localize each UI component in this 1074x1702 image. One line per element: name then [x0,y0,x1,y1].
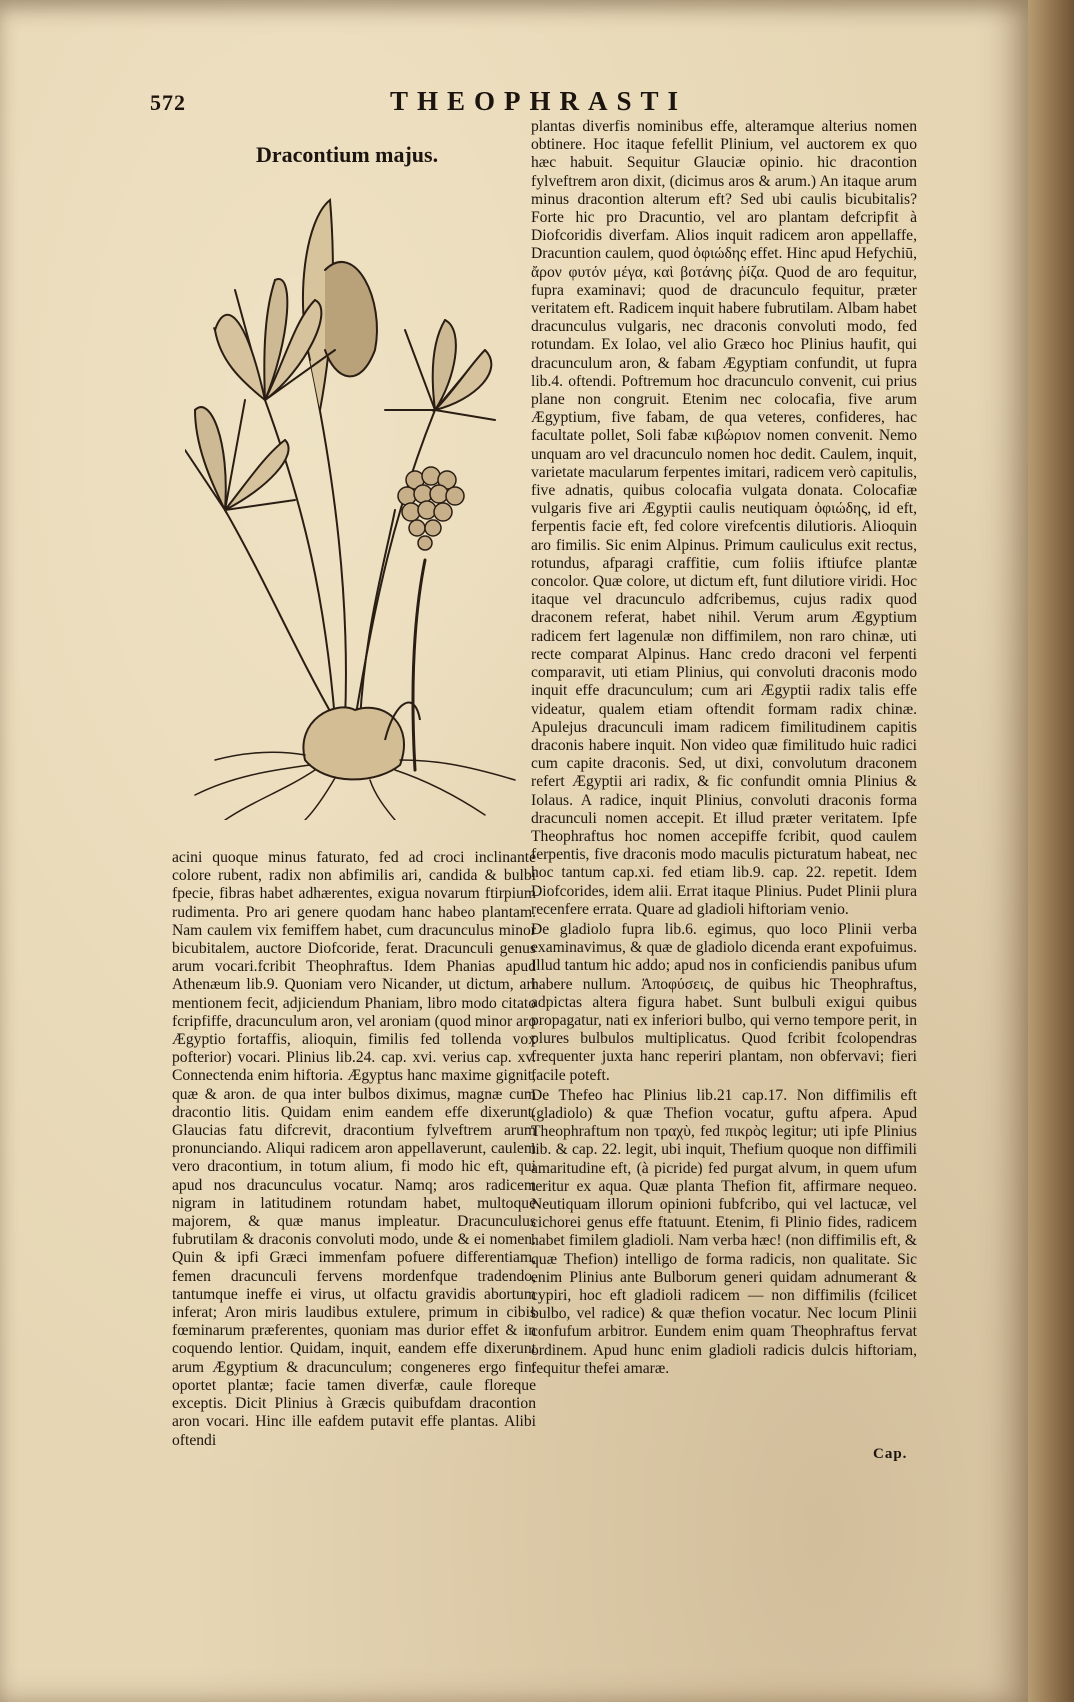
paragraph: plantas diverfis nominibus effe, alteramque alterius nomen obtinere. Hoc itaque fefellit Plinium, vel auctorem ex quo hæc habuit. Sequitur Glauciæ opinio. hic dracontion fylveftrem aron dixit, (dicimus aros & arum.) An itaque arum minus dracontion alterum eft? Sed ubi caulis bicubitalis? Forte hic pro Dracuntio, vel aro plantam defcripfit à Diofcoridis diverfam. Alios inquit radicem aron appellaffe, Dracuntion caulem, quod ὀφιώδης effet. Hinc apud Hefychiū, ἄρον φυτόν μέγα, καὶ βοτάνης ῥίζα. Quod de aro fequitur, fupra examinavi; quod de dracunculo fequitur, præter veritatem eft. Radicem inquit habere fubrutilam. Albam habet dracunculus vulgaris, nec draconis convoluti modo, fed rotundam. Ex Iolao, vel alio Græco hoc Plinius haufit, qui dracunculum aron, & fabam Ægyptiam confundit, ut fupra lib.4. oftendi. Poftremum hoc dracunculo convenit, cui prius plane non congruit. Etenim nec colocafia, five arum Ægyptium, five fabam, de qua veteres, confideres, hac facultate pollet, Soli fabæ κιβώριον nomen convenit. Nemo unquam aro vel dracunculo nomen hoc dedit. Caulem, inquit, varietate macularum ferpentes imitari, radicem verò capitulis, five adnatis, quibus colocafia vulgata donata. Colocafiæ vulgaris five ari Ægyptii caulis neutiquam ὀφιώδης, id eft, ferpentis facie eft, fed colore virefcentis dilutioris. Alioquin aro fimilis. Sic enim Alpinus. Primum cauliculus exit rectus, rotundus, afparagi craffitie, cum foliis iftiufce plantæ concolor. Quæ colore, ut dictum eft, funt dilutiore viridi. Hoc itaque vel dracunculo adfcribemus, cujus radix quod draconem referat, habet nihil. Verum arum Ægyptium radicem fert lagenulæ non diffimilem, non raro chinæ, uti recte comparat Alpinus. Hanc credo draconi vel ferpenti comparavit, uti etiam Plinius, qui convoluti draconis modo inquit effe dracunculum; cum ari Ægyptii radix talis effe videatur, qualem etiam oftendit formam radix chinæ. Apulejus dracunculi imam radicem fimilitudinem capitis draconis habere inquit. Non video quæ fimilitudo huic radici cum capite draconis. Sed, ut dixi, convolutum draconem refert Ægyptii ari radix, & fic confundit omnia Plinius & Iolaus. A radice, inquit Plinius, convoluti draconis forma dracunculi nomen accepit. Et illud præter veritatem. Ipfe Theophraftus hoc nomen accepiffe fcribit, quod caulem ferpentis, five draconis modo maculis picturatum habeat, nec hoc tantum cap.xi. fed etiam lib.9. cap. 22. repetit. Idem Diofcorides, idem alii. Errat itaque Plinius. Pudet Plinii plura recenfere errata. Quare ad gladioli hiftoriam venio. [531,118,917,918]
page-number: 572 [150,90,186,115]
plant-woodcut-illustration [185,180,525,820]
figure-title: Dracontium majus. [256,142,439,167]
paragraph: acini quoque minus faturato, fed ad croci inclinante colore rubent, radix non abfimilis ari, candida & bulbi fpecie, fibras habet adhærentes, exigua novarum ftirpium rudimenta. Pro ari genere quodam hanc habeo plantam. Nam caulem vix femiffem habet, cum dracunculus minor bicubitalem, auctore Diofcoride, ferat. Dracunculi genus arum vocari.fcribit Theophraftus. Idem Phanias apud Athenæum lib.9. Quoniam vero Nicander, ut dictum, ari mentionem fecit, adjiciendum Phaniam, libro modo citato fcripfiffe, dracunculum aron, vel aroniam (quod minor aro Ægyptio fortaffis, alioquin, fimilis fed tollenda vox pofterior) vocari. Plinius lib.24. cap. xvi. verius cap. xv. Connectenda enim hiftoria. Ægyptus hanc maxime gignit, quæ & aron. de qua inter bulbos diximus, magnæ cum dracontio litis. Quidam enim eandem effe dixerunt. Glaucias fatu difcrevit, dracontium fylveftrem arum pronunciando. Aliqui radicem aron appellaverunt, caulem vero dracontium, in totum alium, fi modo hic eft, qui apud nos dracunculus vocatur. Namq; aros radicem nigram in latitudinem rotundam habet, multoque majorem, & quæ manus impleatur. Dracunculus fubrutilam & draconis convoluti modo, unde & ei nomen. Quin & ipfi Græci immenfam pofuere differentiam, femen dracunculi fervens mordenfque tradendo, tantumque ineffe ei virus, ut olfactu gravidis abortum inferat; Aron miris laudibus extulere, primum in cibis fœminarum præferentes, quoniam mas durior effet & in coquendo lentior. Quidam, inquit, eandem effe dixerunt arum Ægyptium & dracunculum; congeneres ergo fint oportet plantæ; facie tamen diverfæ, caule floreque exceptis. Dicit Plinius à Græcis quibufdam dracontion aron vocari. Hinc ille eafdem putavit effe plantas. Alibi oftendi [172,849,536,1449]
catchword: Cap. [873,1446,908,1462]
paragraph: De Thefeo hac Plinius lib.21 cap.17. Non diffimilis eft (gladiolo) & quæ Thefion vocatur, guftu afpera. Apud Theophraftum non τραχὺ, fed πικρὸς legitur; uti ipfe Plinius lib. & cap. 22. legit, ubi inquit, Thefium quoque non diffimili amaritudine eft, (à picride) fed purgat alvum, in quem ufum teritur ex aqua. Quæ planta Thefion fit, affirmare nequeo. Neutiquam illorum opinioni fubfcribo, qui vel lactucæ, vel cichorei genus effe ftatuunt. Etenim, fi Plinio fides, radicem habet fimilem gladioli. Nam verba hæc! (non diffimilis eft, & quæ Thefion) intelligo de forma radicis, non qualitate. Sic enim Plinius ante Bulborum generi quidam adnumerant & cypiri, hoc eft gladioli radicem — non diffimilis (fcilicet bulbo, vel radice) & quæ thefion vocatur. Nec locum Plinii confufum arbitror. Eundem enim quam Theophraftus fervat ordinem. Apud hunc enim gladioli radicis dulcis hiftoriam, fequitur thefei amaræ. [531,1086,917,1377]
paragraph: De gladiolo fupra lib.6. egimus, quo loco Plinii verba examinavimus, & quæ de gladiolo dicenda erant expofuimus. Illud tantum hic addo; apud nos in conficiendis panibus ufum habere nullum. Ἀποφύσεις, de quibus hic Theophraftus, adpictas altera figura habet. Sunt bulbuli exigui quibus propagatur, nati ex inferiori bulbo, qui verno tempore perit, in plures bulbulos multiplicatus. Quod fcribit fcolopendras frequenter juxta hanc reperiri plantam, non obfervavi; fieri facile poteft. [531,920,917,1084]
next-page-edge [1028,0,1074,1702]
right-text-column [531,118,917,1380]
running-head: THEOPHRASTI [390,86,688,116]
left-text-column [172,849,536,1452]
